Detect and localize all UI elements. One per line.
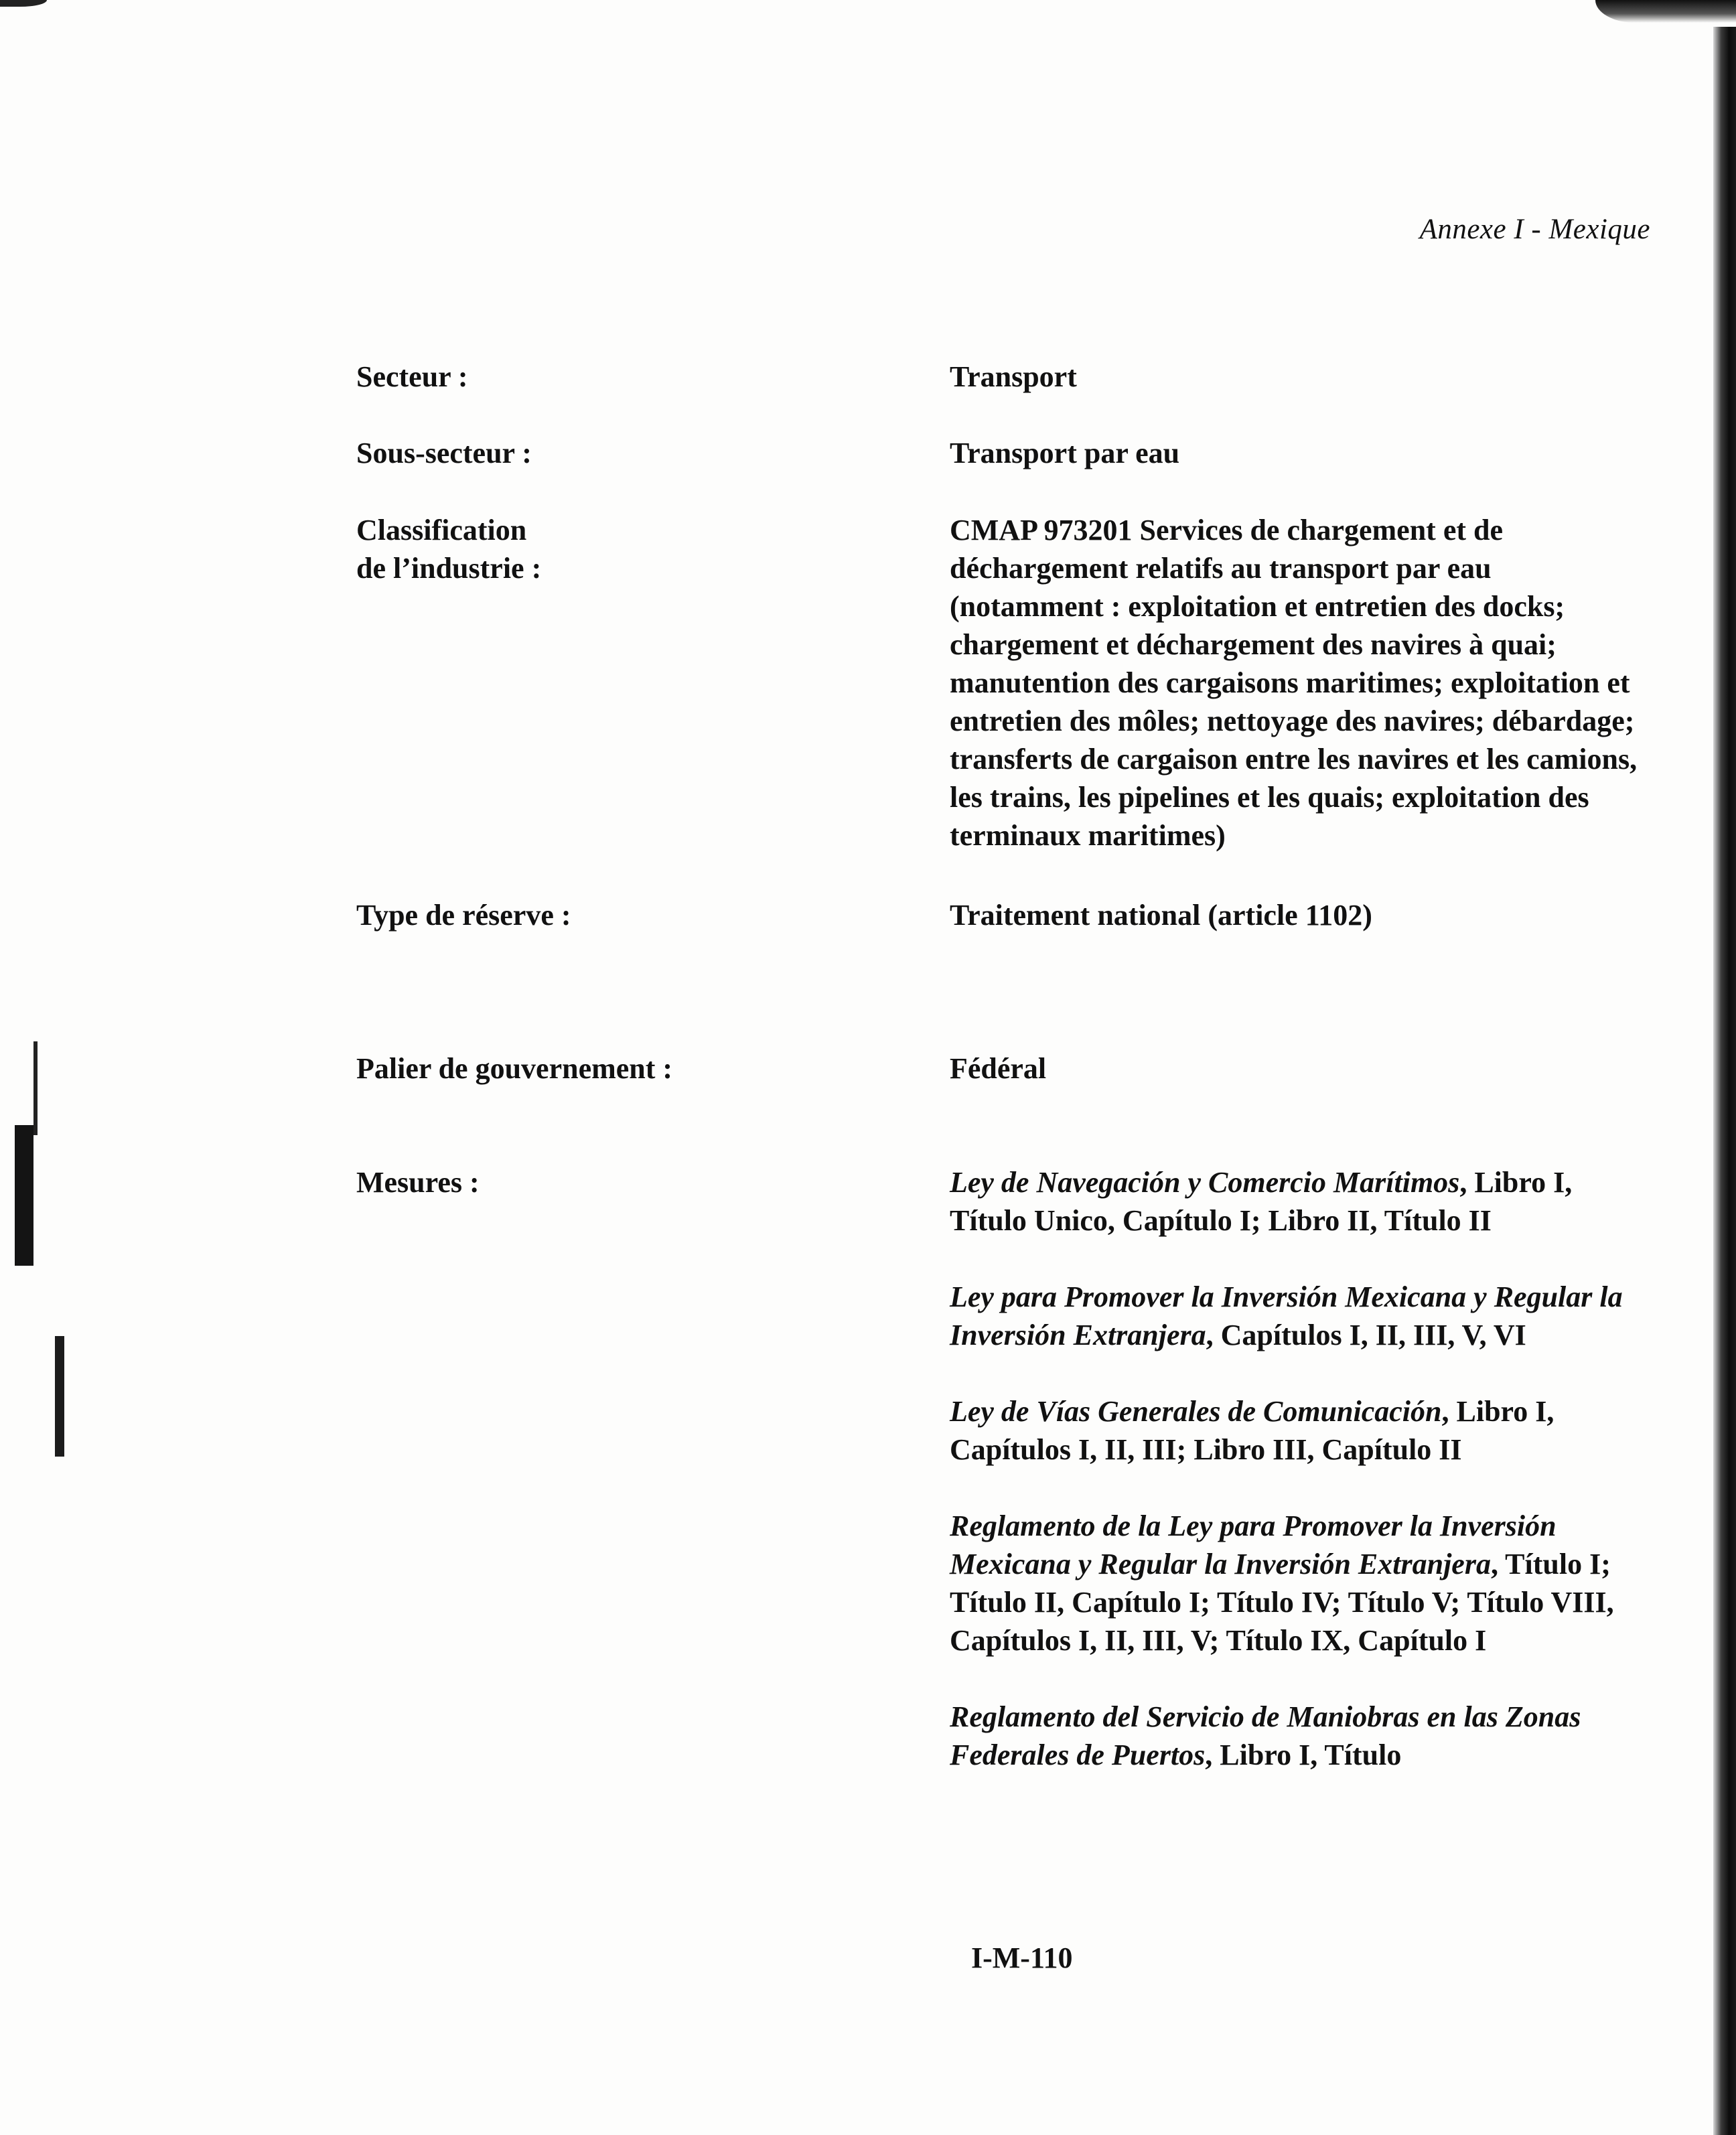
measure-item bbox=[950, 1163, 1646, 1240]
scan-corner-mark bbox=[0, 0, 47, 7]
value-secteur: Transport bbox=[950, 360, 1077, 393]
measure-detail: , Capítulos I, II, III, V, VI bbox=[1206, 1319, 1526, 1351]
value-classification: CMAP 973201 Services de chargement et de déchargement relatifs au transport par eau (notamment : exploitation et entretien des docks; chargement et déchargement des navires à quai; manutention des cargaisons maritimes; exploitation et entretien des môles; nettoyage des navires; débardage; transferts de cargaison entre les navires et les camions, les trains, les pipelines et les quais; exploitation des terminaux maritimes) bbox=[950, 514, 1638, 852]
measure-detail: , Libro I, Capítulos I, II, III; Libro III, Capítulo II bbox=[950, 1395, 1554, 1466]
measure-detail: , Libro I, Título Unico, Capítulo I; Libro II, Título II bbox=[950, 1166, 1573, 1237]
measure-title: Reglamento del Servicio de Maniobras en las Zonas Federales de Puertos bbox=[950, 1700, 1581, 1771]
annex-header: Annexe I - Mexique bbox=[1419, 214, 1650, 245]
measure-item bbox=[950, 1392, 1646, 1469]
value-type-reserve: Traitement national (article 1102) bbox=[950, 899, 1372, 932]
measure-item bbox=[950, 1507, 1646, 1660]
label-palier: Palier de gouvernement : bbox=[356, 1052, 673, 1085]
measure-detail: , Libro I, Título bbox=[1205, 1739, 1402, 1771]
measure-title: Ley para Promover la Inversión Mexicana y Regular la Inversión Extranjera bbox=[950, 1280, 1623, 1351]
measures-list bbox=[950, 1163, 1646, 1774]
binder-mark bbox=[33, 1041, 38, 1135]
label-type-reserve: Type de réserve : bbox=[356, 899, 571, 932]
measure-title: Ley de Vías Generales de Comunicación bbox=[950, 1395, 1442, 1428]
label-mesures: Mesures : bbox=[356, 1166, 480, 1199]
binder-mark bbox=[55, 1336, 64, 1457]
value-palier: Fédéral bbox=[950, 1052, 1047, 1085]
binder-mark bbox=[15, 1125, 33, 1266]
value-sous-secteur: Transport par eau bbox=[950, 437, 1180, 469]
measure-item bbox=[950, 1278, 1646, 1354]
label-sous-secteur: Sous-secteur : bbox=[356, 437, 532, 469]
label-classification: Classification de l’industrie : bbox=[356, 514, 542, 585]
measure-detail: , Título I; Título II, Capítulo I; Título IV; Título V; Título VIII, Capítulos I, II, III, V; Título IX, Capítulo I bbox=[950, 1548, 1614, 1657]
scan-top-edge bbox=[1595, 0, 1736, 23]
page-number: I-M-110 bbox=[971, 1941, 1073, 1974]
measure-item bbox=[950, 1698, 1646, 1774]
label-secteur: Secteur : bbox=[356, 360, 468, 393]
measure-title: Ley de Navegación y Comercio Marítimos bbox=[950, 1166, 1460, 1199]
measure-title: Reglamento de la Ley para Promover la Inversión Mexicana y Regular la Inversión Extranjera bbox=[950, 1510, 1557, 1580]
scan-right-edge bbox=[1713, 27, 1736, 2135]
